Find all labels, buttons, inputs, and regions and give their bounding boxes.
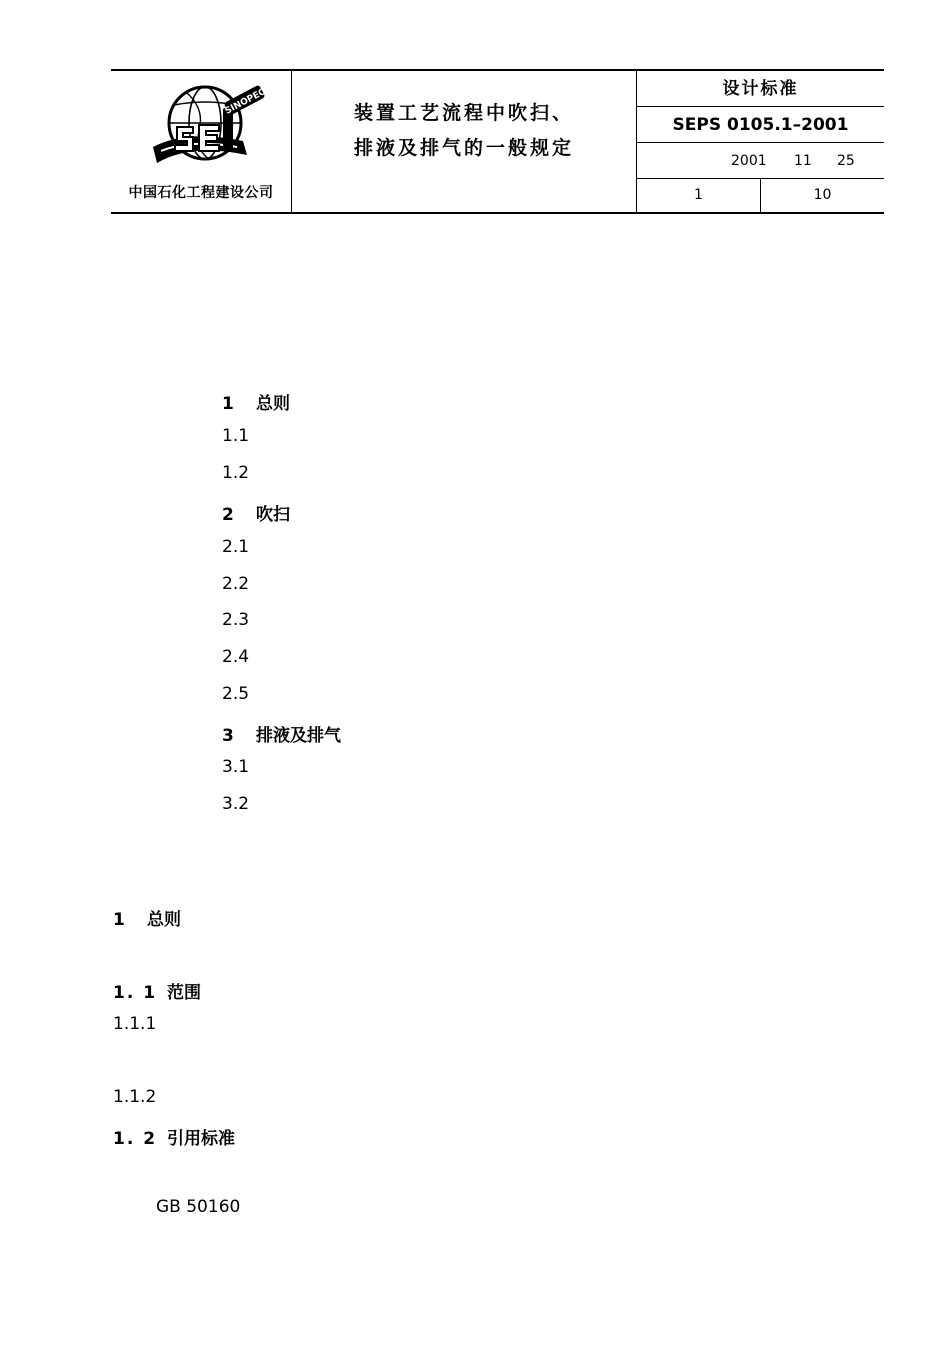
toc-item[interactable] (222, 426, 256, 446)
toc-number: 2.4 (222, 647, 250, 667)
toc-item[interactable] (222, 757, 256, 777)
document-header (111, 69, 884, 214)
document-title-line1: 装置工艺流程中吹扫、 (353, 102, 574, 124)
page-current: 1 (637, 179, 761, 212)
toc-item[interactable] (222, 537, 256, 557)
issue-month: 11 (794, 153, 812, 169)
issue-year: 2001 (731, 153, 767, 169)
toc-number: 3.1 (222, 757, 250, 777)
toc-label: 总则 (256, 394, 290, 414)
toc-item[interactable] (222, 721, 341, 746)
toc-number: 2.1 (222, 537, 250, 557)
section-title: 总则 (147, 910, 181, 930)
toc-item[interactable] (222, 610, 256, 630)
subsection-heading (113, 978, 201, 1003)
subsection-number: 1. 2 (113, 1129, 158, 1149)
toc-number: 2.3 (222, 610, 250, 630)
toc-number: 3 (222, 726, 234, 746)
section-heading (113, 905, 181, 930)
page-total: 10 (813, 187, 832, 203)
company-logo (147, 79, 267, 175)
standard-code: SEPS 0105.1–2001 (637, 107, 884, 143)
subsection-title: 范围 (167, 983, 201, 1003)
toc-number: 2 (222, 505, 234, 525)
toc-label: 吹扫 (256, 505, 290, 525)
clause-number: 1.1.1 (113, 1014, 157, 1034)
issue-date (637, 143, 884, 179)
toc-number: 1.2 (222, 463, 250, 483)
toc-item[interactable] (222, 794, 256, 814)
toc-number: 2.5 (222, 684, 250, 704)
toc-number: 2.2 (222, 574, 250, 594)
toc-item[interactable] (222, 463, 256, 483)
toc-item[interactable] (222, 389, 290, 414)
toc-number: 3.2 (222, 794, 250, 814)
toc-number: 1.1 (222, 426, 250, 446)
page-info (637, 179, 884, 212)
logo-cell (111, 71, 292, 212)
standard-info-cell (637, 71, 884, 212)
toc-number: 1 (222, 394, 234, 414)
subsection-heading (113, 1124, 235, 1149)
company-name: 中国石化工程建设公司 (128, 185, 274, 201)
standard-type: 设计标准 (637, 71, 884, 107)
subsection-number: 1. 1 (113, 983, 158, 1003)
title-cell (292, 71, 637, 212)
toc-item[interactable] (222, 500, 290, 525)
document-title-line2: 排液及排气的一般规定 (353, 137, 574, 159)
clause-number: 1.1.2 (113, 1087, 157, 1107)
toc-label: 排液及排气 (256, 726, 341, 746)
section-number: 1 (113, 910, 125, 930)
toc-item[interactable] (222, 684, 256, 704)
toc-item[interactable] (222, 647, 256, 667)
referenced-standard: GB 50160 (156, 1197, 241, 1217)
subsection-title: 引用标准 (167, 1129, 235, 1149)
toc-item[interactable] (222, 574, 256, 594)
issue-day: 25 (837, 153, 855, 169)
logo-badge-text: SINOPEC (223, 87, 267, 117)
